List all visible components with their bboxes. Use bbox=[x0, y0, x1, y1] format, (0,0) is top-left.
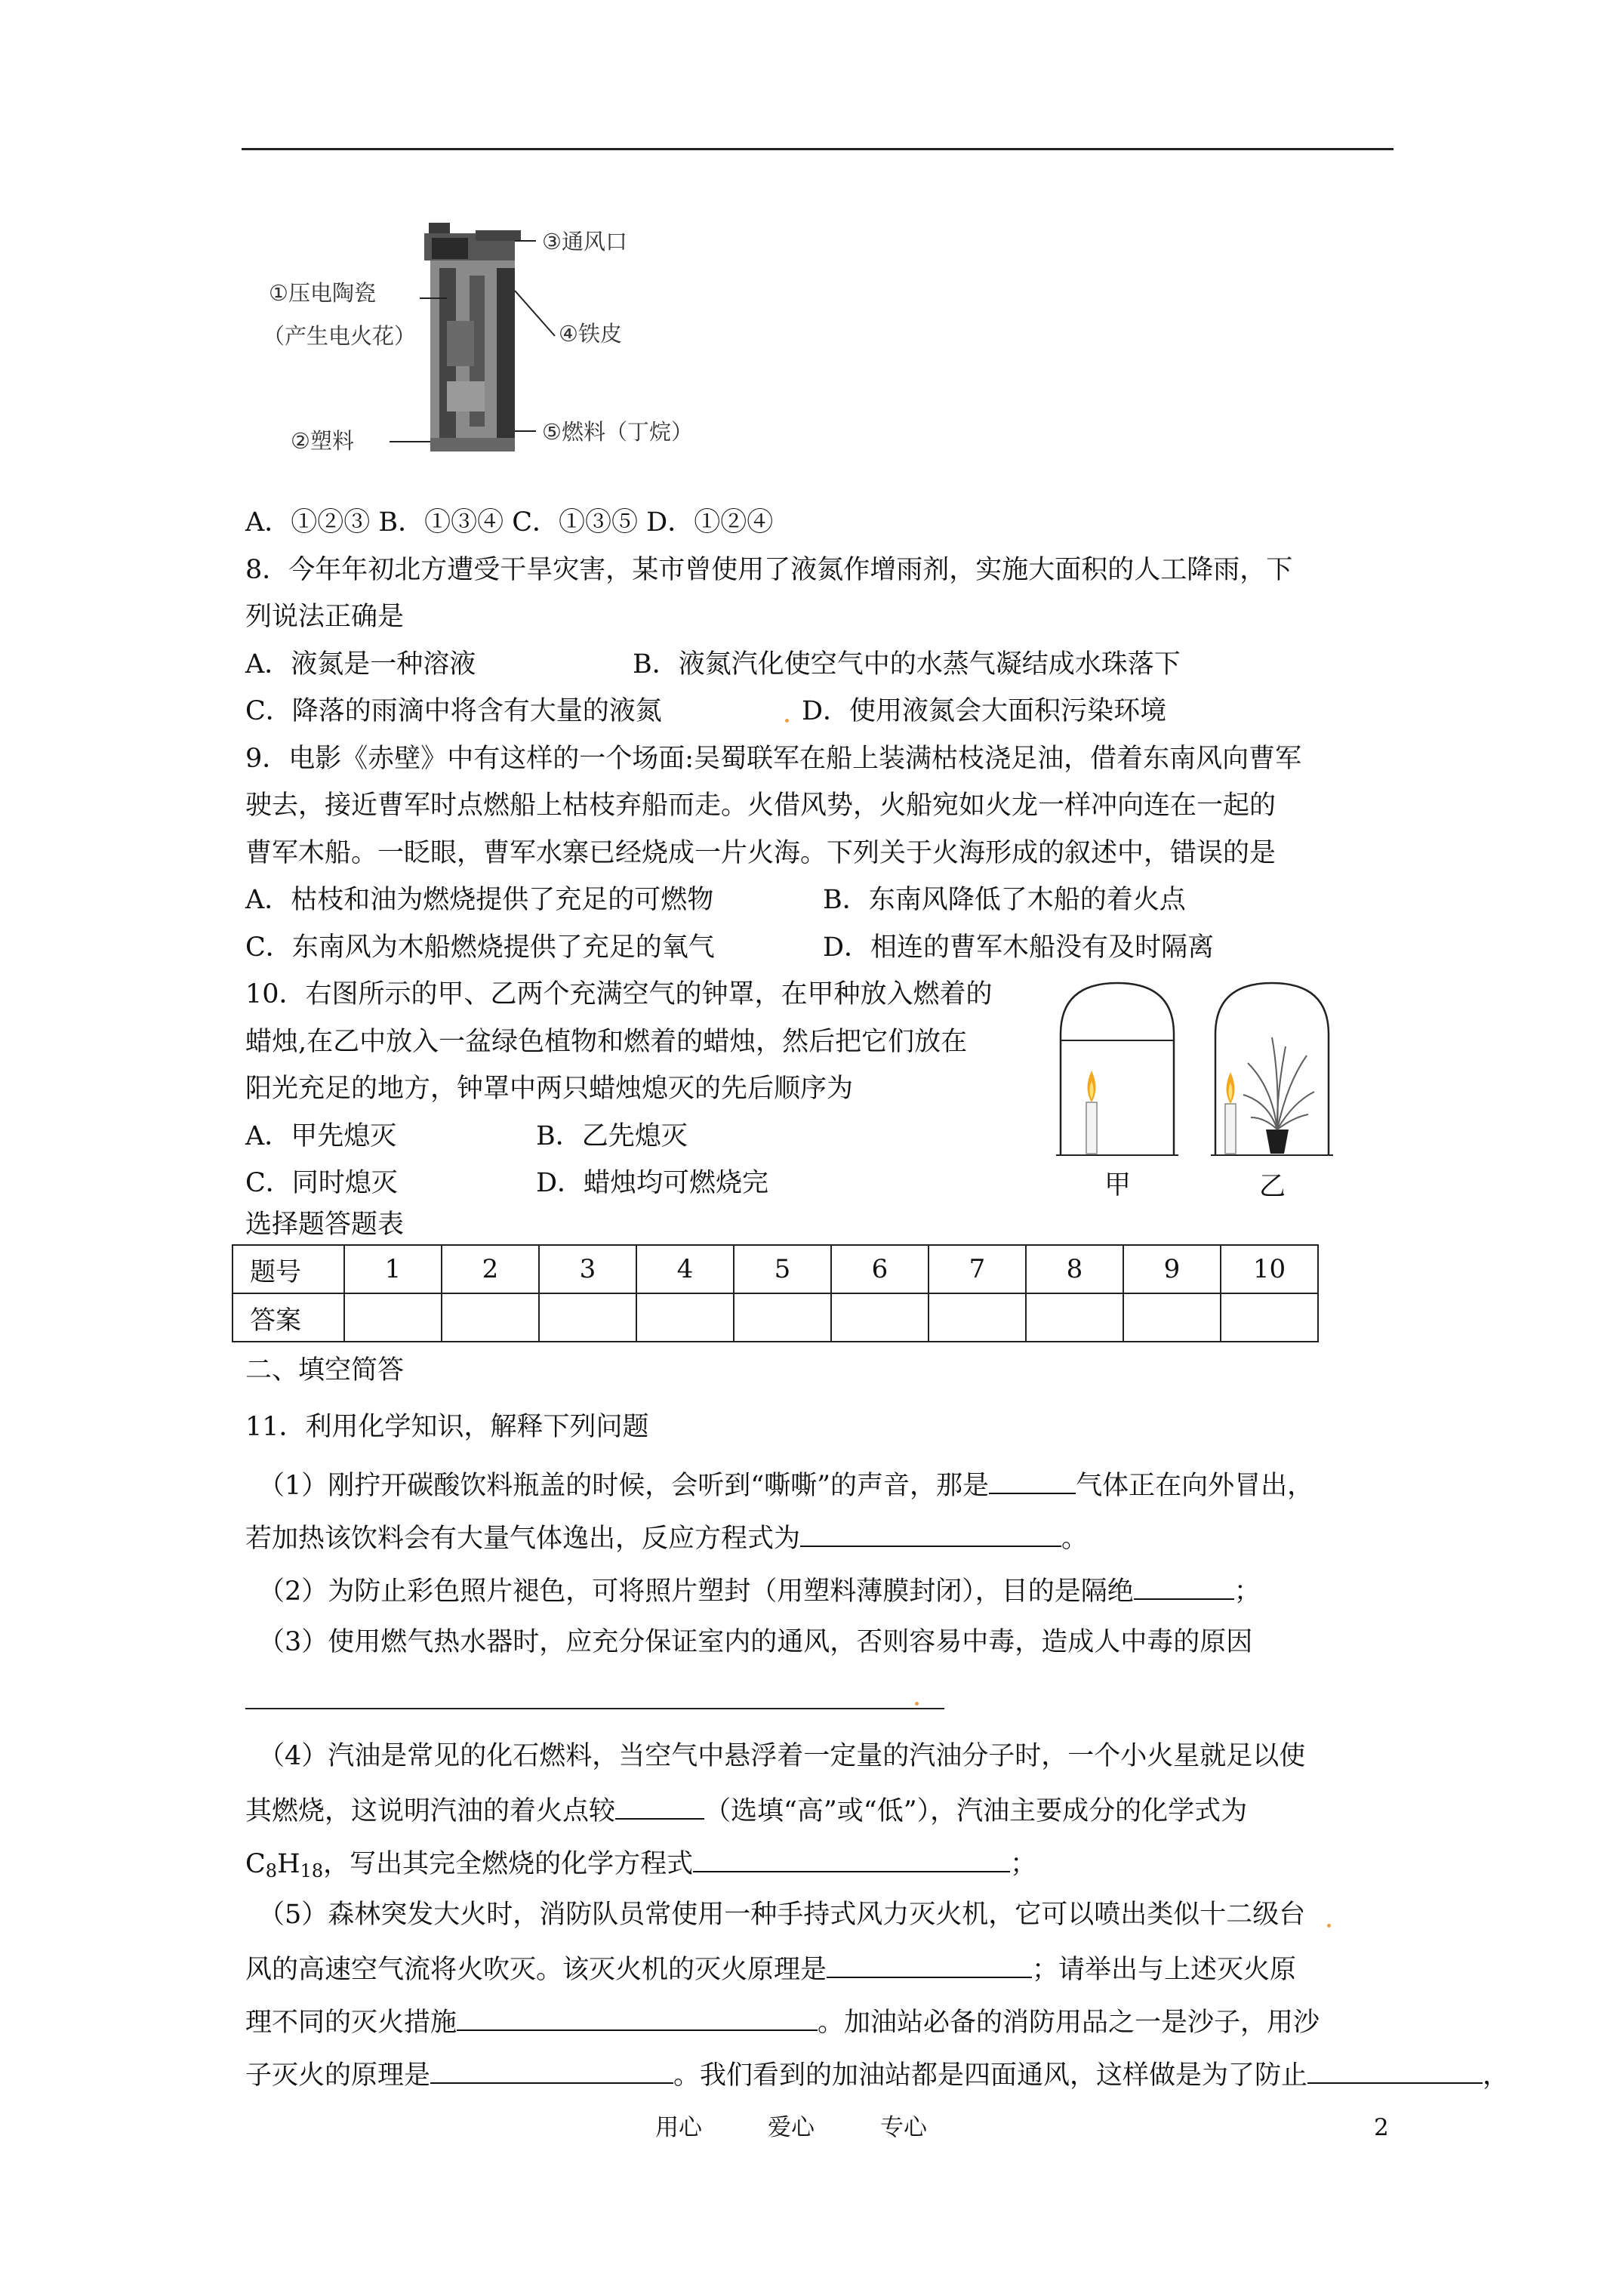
q11-part5-text4: 。加油站必备的消防用品之一是沙子，用沙 bbox=[818, 2008, 1320, 2038]
q7-options: A．①②③ B．①③④ C．①③⑤ D．①②④ bbox=[245, 507, 774, 538]
q11-blank-isolate[interactable] bbox=[1134, 1574, 1234, 1600]
label-ceramic: ①压电陶瓷 bbox=[269, 280, 376, 306]
lighter-figure bbox=[249, 208, 778, 464]
q11-blank-equation[interactable] bbox=[800, 1521, 1061, 1547]
stray-dot bbox=[1327, 1924, 1331, 1928]
question-number-cell: 9 bbox=[1123, 1245, 1221, 1293]
q8-option-c: C．降落的雨滴中将含有大量的液氮 bbox=[245, 696, 662, 726]
q11-part4-line2 bbox=[245, 1794, 1247, 1826]
q11-part2-text: （2）为防止彩色照片褪色，可将照片塑封（用塑料薄膜封闭），目的是隔绝 bbox=[258, 1576, 1134, 1607]
q11-part5-line3 bbox=[245, 2005, 1320, 2038]
q11-part5-text5: 子灭火的原理是 bbox=[245, 2060, 431, 2091]
section-heading: 二、填空简答 bbox=[245, 1355, 405, 1385]
q11-part1-text2: 若加热该饮料会有大量气体逸出，反应方程式为 bbox=[245, 1524, 801, 1554]
page-number: 2 bbox=[1374, 2114, 1389, 2141]
footer-motto-2: 爱心 bbox=[768, 2114, 815, 2141]
q11-part1-text: （1）刚拧开碳酸饮料瓶盖的时候，会听到“嘶嘶”的声音，那是 bbox=[258, 1471, 990, 1501]
header-rule bbox=[242, 148, 1394, 150]
stray-dot bbox=[915, 1702, 919, 1706]
q9-option-b: B．东南风降低了木船的着火点 bbox=[823, 885, 1186, 915]
q11-blank-poison-reason[interactable] bbox=[245, 1708, 944, 1709]
row-label-question-number: 题号 bbox=[233, 1245, 344, 1293]
q11-part4-line3 bbox=[245, 1847, 1036, 1886]
q9-option-c: C．东南风为木船燃烧提供了充足的氧气 bbox=[245, 932, 715, 963]
row-label-answer: 答案 bbox=[233, 1293, 344, 1342]
q11-part5-line4 bbox=[245, 2058, 1509, 2091]
q11-part5-line1: （5）森林突发大火时，消防队员常使用一种手持式风力灭火机，它可以喷出类似十二级台 bbox=[258, 1900, 1306, 1930]
q8-option-d: D．使用液氮会大面积污染环境 bbox=[802, 696, 1167, 726]
formula-hydrogen: H bbox=[277, 1849, 300, 1879]
answer-cell[interactable] bbox=[1123, 1293, 1221, 1342]
question-number-cell: 7 bbox=[929, 1245, 1026, 1293]
jar-label-jia: 甲 bbox=[1104, 1170, 1132, 1200]
label-plastic: ②塑料 bbox=[291, 428, 354, 454]
q11-part1-line1 bbox=[258, 1469, 1313, 1501]
q10-option-a: A．甲先熄灭 bbox=[245, 1121, 397, 1151]
q11-part5-text6: 。我们看到的加油站都是四面通风，这样做是为了防止 bbox=[673, 2060, 1308, 2091]
q11-part2-tail: ； bbox=[1233, 1576, 1261, 1607]
answer-cell[interactable] bbox=[831, 1293, 929, 1342]
q11-part4-text2: （选填“高”或“低”），汽油主要成分的化学式为 bbox=[704, 1796, 1248, 1826]
jar-jia bbox=[1056, 983, 1178, 1155]
answer-cell[interactable] bbox=[442, 1293, 539, 1342]
q11-blank-combustion-eq[interactable] bbox=[693, 1847, 1010, 1872]
answer-cell[interactable] bbox=[539, 1293, 636, 1342]
formula-carbon: C bbox=[245, 1849, 266, 1879]
q9-stem-line1: 9．电影《赤壁》中有这样的一个场面:吴蜀联军在船上装满枯枝浇足油，借着东南风向曹军 bbox=[245, 744, 1302, 774]
question-number-cell: 3 bbox=[539, 1245, 636, 1293]
q11-part1-text-tail: 气体正在向外冒出， bbox=[1076, 1471, 1314, 1501]
label-vent: ③通风口 bbox=[542, 229, 627, 254]
q11-part3: （3）使用燃气热水器时，应充分保证室内的通风，否则容易中毒，造成人中毒的原因 bbox=[258, 1627, 1253, 1657]
q11-part4-tail: ； bbox=[1010, 1849, 1037, 1879]
q10-stem-line2: 蜡烛,在乙中放入一盆绿色植物和燃着的蜡烛，然后把它们放在 bbox=[245, 1027, 968, 1057]
q11-blank-prevent[interactable] bbox=[1307, 2058, 1483, 2084]
q10-option-d: D．蜡烛均可燃烧完 bbox=[536, 1168, 769, 1198]
q11-blank-principle[interactable] bbox=[827, 1952, 1032, 1978]
question-number-cell: 5 bbox=[734, 1245, 831, 1293]
footer-motto-1: 用心 bbox=[655, 2114, 702, 2141]
stray-dot bbox=[785, 719, 789, 723]
label-fuel: ⑤燃料（丁烷） bbox=[542, 419, 693, 445]
answer-cell[interactable] bbox=[636, 1293, 734, 1342]
q11-part4-text3: ，写出其完全燃烧的化学方程式 bbox=[323, 1849, 694, 1879]
answer-cell[interactable] bbox=[734, 1293, 831, 1342]
question-number-cell: 2 bbox=[442, 1245, 539, 1293]
q8-option-a: A．液氮是一种溶液 bbox=[245, 649, 476, 680]
answer-table bbox=[232, 1244, 1319, 1342]
q9-option-d: D．相连的曹军木船没有及时隔离 bbox=[823, 932, 1215, 963]
q11-blank-ignition[interactable] bbox=[615, 1794, 704, 1820]
q8-stem-line2: 列说法正确是 bbox=[245, 602, 405, 632]
answer-cell[interactable] bbox=[1026, 1293, 1123, 1342]
q11-part1-line2 bbox=[245, 1521, 1088, 1554]
bell-jars-figure bbox=[1053, 974, 1340, 1163]
q10-stem-line3: 阳光充足的地方，钟罩中两只蜡烛熄灭的先后顺序为 bbox=[245, 1074, 854, 1104]
q11-part4-line1: （4）汽油是常见的化石燃料，当空气中悬浮着一定量的汽油分子时，一个小火星就足以使 bbox=[258, 1741, 1306, 1771]
q11-part4-text: 其燃烧，这说明汽油的着火点较 bbox=[245, 1796, 616, 1826]
q11-part5-text: 风的高速空气流将火吹灭。该灭火机的灭火原理是 bbox=[245, 1955, 827, 1985]
q9-option-a: A．枯枝和油为燃烧提供了充足的可燃物 bbox=[245, 885, 714, 915]
formula-carbon-sub: 8 bbox=[265, 1860, 278, 1881]
q11-part5-text2: ；请举出与上述灭火原 bbox=[1032, 1955, 1297, 1985]
question-number-cell: 6 bbox=[831, 1245, 929, 1293]
question-number-cell: 4 bbox=[636, 1245, 734, 1293]
answer-table-title: 选择题答题表 bbox=[245, 1210, 405, 1240]
footer-motto-3: 专心 bbox=[880, 2114, 927, 2141]
q10-option-c: C．同时熄灭 bbox=[245, 1168, 398, 1198]
table-row bbox=[233, 1293, 1318, 1342]
question-number-cell: 10 bbox=[1221, 1245, 1318, 1293]
q11-title: 11．利用化学知识，解释下列问题 bbox=[245, 1412, 649, 1442]
q8-stem-line1: 8．今年年初北方遭受干旱灾害，某市曾使用了液氮作增雨剂，实施大面积的人工降雨，下 bbox=[245, 555, 1293, 585]
q11-part5-line2 bbox=[245, 1952, 1296, 1985]
jar-label-yi: 乙 bbox=[1259, 1172, 1286, 1202]
question-number-cell: 8 bbox=[1026, 1245, 1123, 1293]
q10-stem-line1: 10．右图所示的甲、乙两个充满空气的钟罩，在甲种放入燃着的 bbox=[245, 979, 993, 1009]
formula-hydrogen-sub: 18 bbox=[300, 1860, 324, 1881]
answer-cell[interactable] bbox=[344, 1293, 442, 1342]
answer-cell[interactable] bbox=[1221, 1293, 1318, 1342]
answer-cell[interactable] bbox=[929, 1293, 1026, 1342]
table-row bbox=[233, 1245, 1318, 1293]
q9-stem-line3: 曹军木船。一眨眼，曹军水寨已经烧成一片火海。下列关于火海形成的叙述中，错误的是 bbox=[245, 838, 1277, 868]
q11-part1-period: 。 bbox=[1061, 1524, 1089, 1554]
jar-yi bbox=[1211, 983, 1333, 1155]
q11-blank-gas[interactable] bbox=[989, 1469, 1076, 1494]
q11-blank-sand[interactable] bbox=[430, 2058, 673, 2084]
label-spark: （产生电火花） bbox=[263, 323, 417, 349]
question-number-cell: 1 bbox=[344, 1245, 442, 1293]
q8-option-b: B．液氮汽化使空气中的水蒸气凝结成水珠落下 bbox=[633, 649, 1181, 680]
q11-blank-measure[interactable] bbox=[457, 2005, 818, 2031]
q9-stem-line2: 驶去，接近曹军时点燃船上枯枝弃船而走。火借风势，火船宛如火龙一样冲向连在一起的 bbox=[245, 791, 1277, 821]
q11-part5-tail: ， bbox=[1483, 2060, 1510, 2091]
q11-part2 bbox=[258, 1574, 1261, 1607]
q10-option-b: B．乙先熄灭 bbox=[536, 1121, 688, 1151]
q11-part5-text3: 理不同的灭火措施 bbox=[245, 2008, 457, 2038]
label-iron: ④铁皮 bbox=[559, 321, 622, 347]
